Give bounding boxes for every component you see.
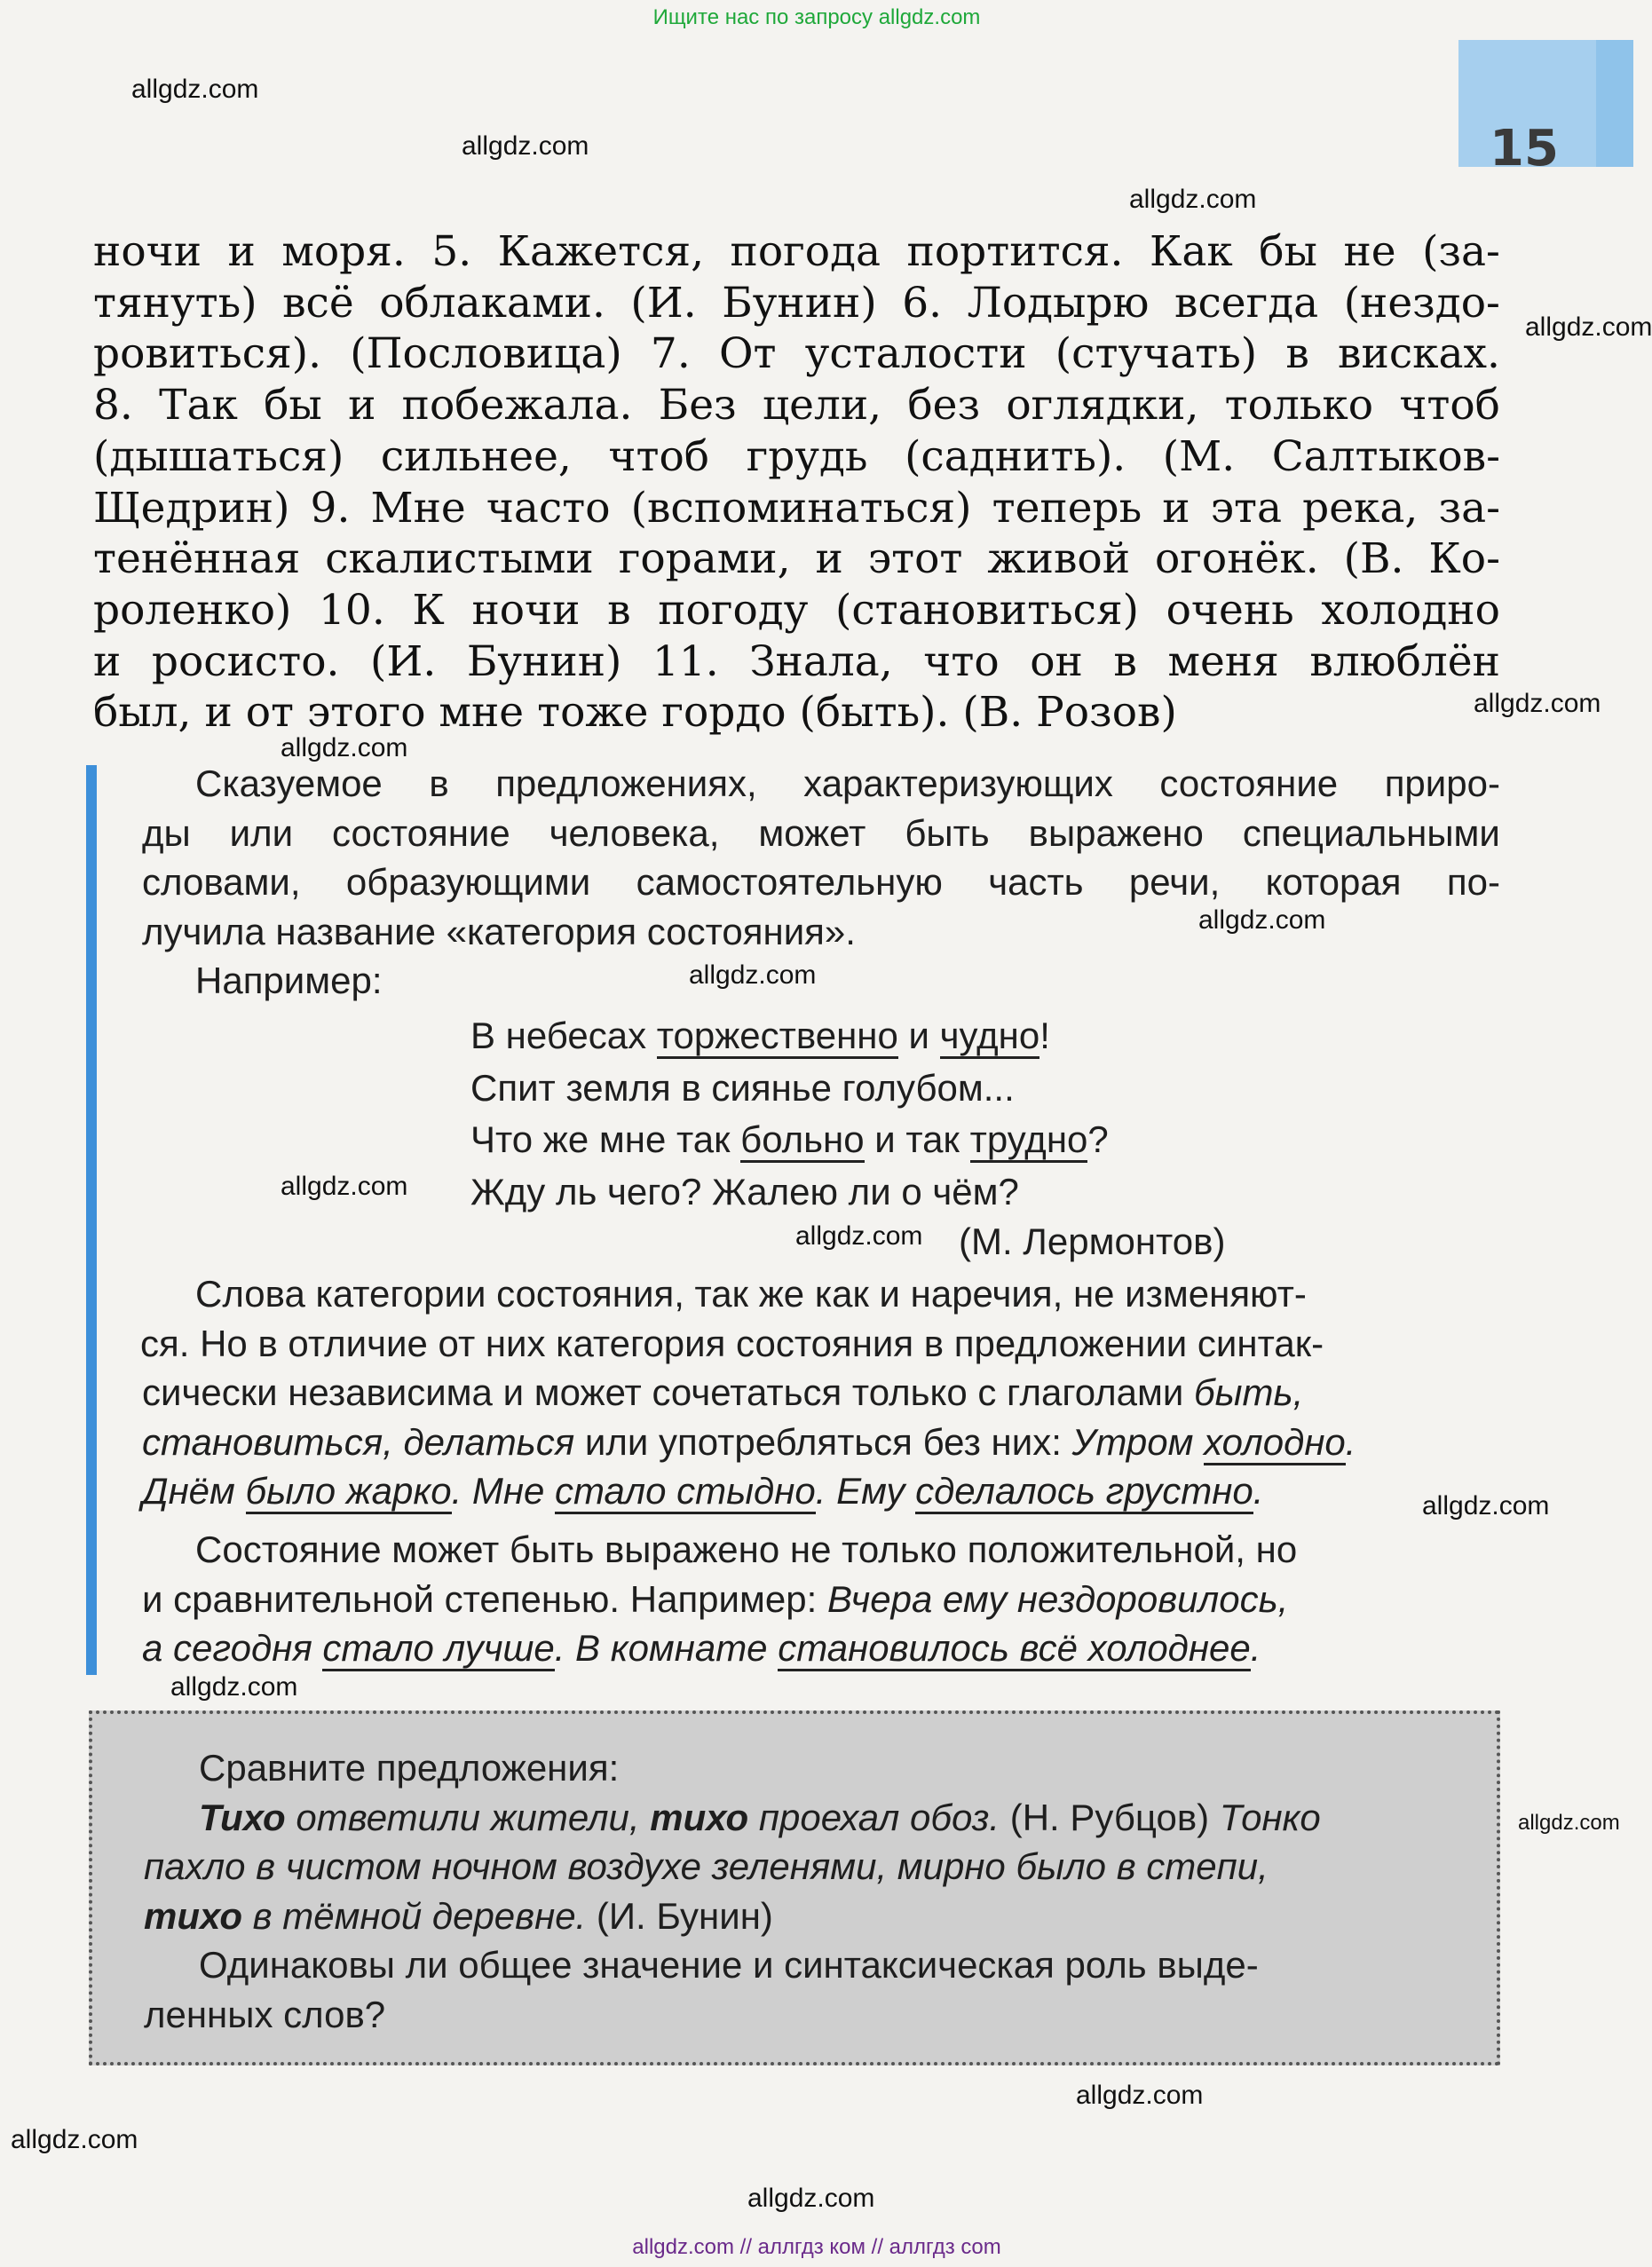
rule-intro-word: состояние [1159, 762, 1339, 804]
compare-source: (Н. Рубцов) [1000, 1796, 1220, 1838]
poem-text: В небесах [470, 1015, 657, 1056]
exercise-word: эта [1210, 483, 1283, 533]
exercise-word: горами, [618, 534, 791, 584]
exercise-word: (вспоминаться) [630, 483, 972, 533]
exercise-word: оглядки, [1006, 381, 1199, 430]
watermark: allgdz.com [1198, 905, 1326, 935]
rule-intro-word: быть [905, 811, 990, 854]
exercise-word: этот [867, 534, 963, 584]
exercise-word: в [1113, 636, 1137, 686]
watermark: allgdz.com [281, 1172, 408, 1201]
watermark: allgdz.com [462, 131, 589, 161]
exercise-word: 8. [93, 381, 133, 430]
compare-italic: проехал обоз. [748, 1796, 1000, 1838]
poem-text: ! [1039, 1015, 1050, 1056]
exercise-word: за- [1438, 483, 1500, 533]
watermark: allgdz.com [747, 2184, 875, 2213]
p2-underlined: сделалось грустно [915, 1470, 1253, 1514]
poem-underlined-word: трудно [970, 1118, 1088, 1163]
exercise-word: бы [1259, 227, 1317, 276]
p3-underlined: становилось всё холоднее [778, 1627, 1251, 1671]
p3-italic: . [1250, 1627, 1261, 1669]
exercise-word: (В. [1343, 534, 1404, 584]
exercise-word: что [923, 636, 1000, 686]
exercise-word: ночи [93, 227, 202, 276]
p2-italic: Днём [142, 1470, 246, 1512]
exercise-word: чтоб [1399, 381, 1500, 430]
bottom-links[interactable]: allgdz.com // аллгдз ком // аллгдз com [632, 2235, 1001, 2259]
rule-intro-word: характеризующих [803, 762, 1113, 804]
exercise-line [93, 226, 1500, 278]
exercise-word: река, [1302, 483, 1419, 533]
rule-paragraph-2 [142, 1269, 1500, 1516]
p3-text: и сравнительной степенью. Например: [142, 1577, 827, 1620]
rule-intro-word: приро- [1384, 762, 1500, 804]
p3-italic: Вчера ему нездоровилось, [826, 1577, 1289, 1620]
exercise-word: Знала, [749, 636, 893, 686]
compare-bold: Тихо [199, 1796, 286, 1838]
example-label [195, 956, 728, 1006]
poem-underlined-word: чудно [940, 1015, 1040, 1059]
poem-line-1 [470, 1010, 1109, 1062]
exercise-word: Ко- [1428, 534, 1500, 584]
p2-italic: . Мне [451, 1470, 556, 1512]
exercise-word: побежала. [401, 381, 633, 430]
rule-paragraph-3 [142, 1525, 1500, 1673]
exercise-word: (Пословица) [350, 329, 622, 379]
exercise-word: тенённая [93, 534, 301, 584]
exercise-word: ровиться). [93, 329, 322, 379]
exercise-word: Салтыков- [1271, 431, 1500, 481]
rule-intro-word: самостоятельную [636, 861, 943, 903]
p2-line-2: ся. Но в отличие от них категория состояния в предложении синтак- [140, 1322, 1324, 1364]
top-banner[interactable]: Ищите нас по запросу allgdz.com [652, 5, 981, 29]
exercise-word: росисто. [151, 636, 340, 686]
exercise-line [93, 278, 1500, 329]
p2-italic: . Ему [815, 1470, 916, 1512]
watermark: allgdz.com [11, 2125, 138, 2154]
exercise-word: огонёк. [1155, 534, 1319, 584]
rule-intro-line [142, 809, 1500, 858]
p2-line-4 [142, 1418, 1500, 1467]
watermark: allgdz.com [1525, 312, 1652, 342]
exercise-line [93, 380, 1500, 431]
exercise-word: теперь [992, 483, 1142, 533]
exercise-word: Кажется, [497, 227, 705, 276]
poem-underlined-word: торжественно [657, 1015, 898, 1059]
rule-intro-word: состояние [332, 811, 510, 854]
exercise-line [93, 328, 1500, 380]
exercise-word: (за- [1422, 227, 1500, 276]
p2-line-5 [142, 1466, 1500, 1516]
rule-intro-word: специальными [1242, 811, 1500, 854]
exercise-word: живой [987, 534, 1131, 584]
rule-intro-word: часть [988, 861, 1084, 903]
p2-italic: . [1253, 1470, 1264, 1512]
rule-intro-word: которая [1265, 861, 1402, 903]
poem-text: ? [1087, 1118, 1109, 1160]
exercise-text [93, 226, 1500, 739]
exercise-word: Щедрин) [93, 483, 290, 533]
compare-line-4 [144, 1892, 1493, 1941]
poem-line-2: Спит земля в сиянье голубом... [470, 1066, 1015, 1109]
rule-intro-word: выражено [1028, 811, 1204, 854]
p3-underlined: стало лучше [322, 1627, 554, 1671]
rule-intro-word: образующими [345, 861, 591, 903]
exercise-word: и [348, 381, 376, 430]
rule-intro-word: в [429, 762, 449, 804]
watermark: allgdz.com [689, 960, 817, 990]
exercise-word: облаками. [379, 278, 605, 328]
watermark: allgdz.com [131, 75, 259, 104]
exercise-word: был, и от этого мне тоже гордо (быть). (В. Розов) [93, 688, 1177, 738]
compare-line-2 [144, 1793, 1493, 1843]
exercise-line [93, 585, 1500, 636]
exercise-word: меня [1167, 636, 1279, 686]
exercise-word: 10. [319, 585, 385, 635]
exercise-word: 9. [310, 483, 351, 533]
exercise-word: Без [658, 381, 737, 430]
poem-underlined-word: больно [740, 1118, 864, 1163]
exercise-word: (И. [630, 278, 697, 328]
exercise-word: От [718, 329, 777, 379]
poem-line-3 [470, 1114, 1109, 1166]
exercise-word: 6. [902, 278, 943, 328]
exercise-word: 5. [431, 227, 472, 276]
exercise-word: (становиться) [835, 585, 1139, 635]
compare-italic: ответили жители, [285, 1796, 651, 1838]
rule-accent-bar [86, 765, 97, 1675]
exercise-word: бы [264, 381, 322, 430]
compare-source: (И. Бунин) [586, 1894, 773, 1937]
exercise-word: Лодырю [967, 278, 1150, 328]
exercise-word: (саднить). [905, 431, 1126, 481]
p2-italic: . [1345, 1420, 1356, 1463]
p2-underlined: холодно [1204, 1421, 1346, 1465]
p2-italic: Утром [1071, 1420, 1205, 1463]
exercise-word: он [1030, 636, 1083, 686]
compare-line-3 [144, 1842, 1493, 1892]
rule-intro [142, 759, 1500, 956]
rule-intro-line [142, 759, 1500, 809]
p2-line-1: Слова категории состояния, так же как и наречия, не изменяют- [195, 1273, 1307, 1315]
rule-intro-word: может [758, 811, 866, 854]
exercise-word: Бунин) [466, 636, 622, 686]
compare-bold: тихо [650, 1796, 749, 1838]
exercise-word: усталости [804, 329, 1027, 379]
exercise-word: часто [486, 483, 611, 533]
compare-italic: Тонко [1219, 1796, 1321, 1838]
poem-text: Что же мне так [470, 1118, 741, 1160]
exercise-word: Мне [370, 483, 466, 533]
watermark: allgdz.com [1076, 2081, 1204, 2110]
p2-text: сически независима и может сочетаться только с глаголами [142, 1371, 1195, 1413]
rule-intro-word: предложениях, [495, 762, 757, 804]
page-number: 15 [1490, 120, 1559, 178]
p2-underlined: было жарко [246, 1470, 452, 1514]
p3-line-2 [142, 1575, 1500, 1624]
exercise-word: (нездо- [1343, 278, 1500, 328]
exercise-word: висках. [1338, 329, 1500, 379]
p3-line-3 [142, 1623, 1500, 1673]
p2-italic: становиться, делаться [142, 1420, 575, 1463]
exercise-word: роленко) [93, 585, 292, 635]
p3-italic: . В комнате [554, 1627, 779, 1669]
exercise-word: чтоб [608, 431, 710, 481]
exercise-word: (дышаться) [93, 431, 344, 481]
compare-italic: пахло в чистом ночном воздухе зеленями, мирно было в степи, [144, 1845, 1269, 1887]
poem-text: и так [864, 1118, 970, 1160]
p2-italic: быть, [1194, 1371, 1304, 1413]
exercise-word: цели, [762, 381, 882, 430]
p2-text: или употребляться без них: [574, 1420, 1072, 1463]
exercise-word: ночи [471, 585, 581, 635]
watermark: allgdz.com [1129, 185, 1257, 214]
exercise-word: тянуть) [93, 278, 257, 328]
poem-author: (М. Лермонтов) [959, 1220, 1226, 1262]
rule-intro-word: человека, [549, 811, 720, 854]
exercise-line [93, 687, 1500, 739]
exercise-word: влюблён [1309, 636, 1500, 686]
exercise-word: (И. [370, 636, 437, 686]
exercise-word: погода [730, 227, 881, 276]
rule-intro-word: по- [1446, 861, 1500, 903]
compare-italic: в тёмной деревне. [241, 1894, 587, 1937]
exercise-word: сильнее, [380, 431, 572, 481]
exercise-word: Так [159, 381, 238, 430]
rule-intro-word: или [229, 811, 294, 854]
example-label-text: Например: [195, 960, 383, 1001]
exercise-word: (стучать) [1055, 329, 1258, 379]
exercise-word: и [93, 636, 122, 686]
exercise-word: грудь [746, 431, 868, 481]
compare-text [144, 1743, 1493, 2039]
exercise-word: (М. [1162, 431, 1236, 481]
watermark: allgdz.com [281, 733, 408, 762]
watermark: allgdz.com [1422, 1491, 1550, 1521]
exercise-word: и [815, 534, 843, 584]
exercise-word: только [1224, 381, 1374, 430]
rule-intro-line: лучила название «категория состояния». [142, 910, 856, 952]
exercise-word: погоду [658, 585, 809, 635]
watermark: allgdz.com [170, 1672, 298, 1702]
exercise-word: холодно [1321, 585, 1500, 635]
exercise-word: моря. [281, 227, 406, 276]
p2-underlined: стало стыдно [555, 1470, 816, 1514]
exercise-word: К [412, 585, 445, 635]
compare-question-2: ленных слов? [144, 1993, 386, 2035]
exercise-word: в [607, 585, 631, 635]
p3-line-1: Состояние может быть выражено не только положительной, но [195, 1528, 1298, 1570]
poem-line-4: Жду ль чего? Жалею ли о чём? [470, 1170, 1019, 1212]
compare-question-1: Одинаковы ли общее значение и синтаксическая роль выде- [199, 1944, 1259, 1986]
exercise-word: без [907, 381, 981, 430]
poem-text: и [897, 1015, 940, 1056]
rule-intro-word: речи, [1128, 861, 1221, 903]
exercise-word: не [1343, 227, 1396, 276]
exercise-word: 11. [652, 636, 719, 686]
exercise-word: очень [1166, 585, 1294, 635]
exercise-word: Бунин) [722, 278, 877, 328]
exercise-line [93, 533, 1500, 585]
exercise-word: и [1162, 483, 1190, 533]
exercise-word: в [1285, 329, 1309, 379]
exercise-word: всё [282, 278, 354, 328]
rule-intro-word: ды [142, 811, 191, 854]
exercise-word: 7. [650, 329, 691, 379]
watermark: allgdz.com [1518, 1811, 1620, 1835]
watermark: allgdz.com [1474, 689, 1601, 718]
compare-title: Сравните предложения: [199, 1747, 620, 1789]
exercise-line [93, 431, 1500, 483]
rule-intro-line [142, 857, 1500, 907]
exercise-line [93, 636, 1500, 688]
exercise-line [93, 483, 1500, 534]
rule-intro-word: Сказуемое [195, 762, 383, 804]
rule-intro-word: словами, [142, 861, 301, 903]
exercise-word: и [227, 227, 256, 276]
p3-italic: а сегодня [142, 1627, 323, 1669]
p2-line-3 [142, 1368, 1500, 1418]
exercise-word: портится. [906, 227, 1124, 276]
exercise-word: скалистыми [325, 534, 594, 584]
watermark: allgdz.com [795, 1221, 923, 1251]
exercise-word: Как [1149, 227, 1233, 276]
exercise-word: всегда [1174, 278, 1319, 328]
compare-bold: тихо [144, 1894, 242, 1937]
